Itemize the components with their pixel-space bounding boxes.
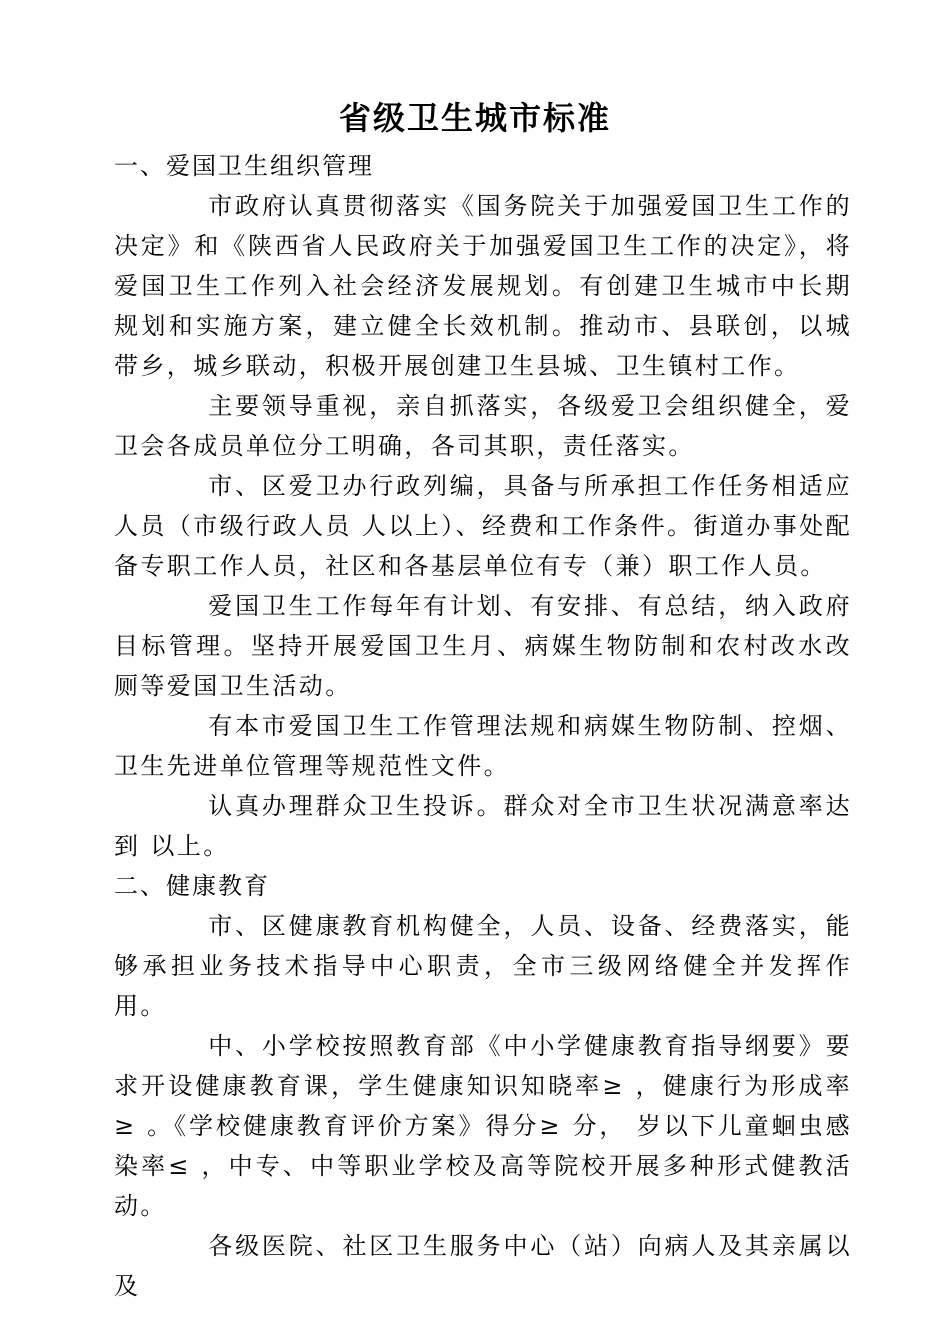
paragraph-item xyxy=(114,786,852,866)
paragraph-text: 市、区爱卫办行政列编，具备与所承担工作任务相适应人员（市级行政人员 人以上）、经费和工作条件。街道办事处配备专职工作人员，社区和各基层单位有专（兼）职工作人员。 xyxy=(114,472,852,580)
document-body xyxy=(114,146,852,1306)
paragraph-item xyxy=(114,466,852,586)
paragraph-item xyxy=(114,186,852,386)
paragraph-item xyxy=(114,706,852,786)
paragraph-item xyxy=(114,1026,852,1226)
paragraph-item xyxy=(114,386,852,466)
section-heading-organization: 一、爱国卫生组织管理 xyxy=(114,152,374,180)
paragraph-item xyxy=(114,1226,852,1306)
paragraph-text: 各级医院、社区卫生服务中心（站）向病人及其亲属以及 xyxy=(114,1232,852,1300)
paragraph-item xyxy=(114,906,852,1026)
paragraph-text: 爱国卫生工作每年有计划、有安排、有总结，纳入政府目标管理。坚持开展爱国卫生月、病媒生物防制和农村改水改厕等爱国卫生活动。 xyxy=(114,592,852,700)
paragraph-text: 主要领导重视，亲自抓落实，各级爱卫会组织健全，爱卫会各成员单位分工明确，各司其职，责任落实。 xyxy=(114,392,852,460)
paragraph-text: 有本市爱国卫生工作管理法规和病媒生物防制、控烟、卫生先进单位管理等规范性文件。 xyxy=(114,712,852,780)
paragraph-item xyxy=(114,586,852,706)
section-heading-health-education: 二、健康教育 xyxy=(114,872,270,900)
document-title: 省级卫生城市标准 xyxy=(338,99,611,137)
paragraph-text: 市、区健康教育机构健全，人员、设备、经费落实，能够承担业务技术指导中心职责，全市三级网络健全并发挥作用。 xyxy=(114,912,852,1020)
paragraph-text: 市政府认真贯彻落实《国务院关于加强爱国卫生工作的决定》和《陕西省人民政府关于加强爱国卫生工作的决定》，将爱国卫生工作列入社会经济发展规划。有创建卫生城市中长期规划和实施方案，建立健全长效机制。推动市、县联创，以城带乡，城乡联动，积极开展创建卫生县城、卫生镇村工作。 xyxy=(114,192,852,380)
paragraph-text: 中、小学校按照教育部《中小学健康教育指导纲要》要求开设健康教育课，学生健康知识知晓率≥ ，健康行为形成率≥ 。《学校健康教育评价方案》得分≥ 分， 岁以下儿童蛔虫感染率≤ ，中专、中等职业学校及高等院校开展多种形式健教活动。 xyxy=(114,1032,852,1220)
paragraph-text: 认真办理群众卫生投诉。群众对全市卫生状况满意率达到 以上。 xyxy=(114,792,852,860)
